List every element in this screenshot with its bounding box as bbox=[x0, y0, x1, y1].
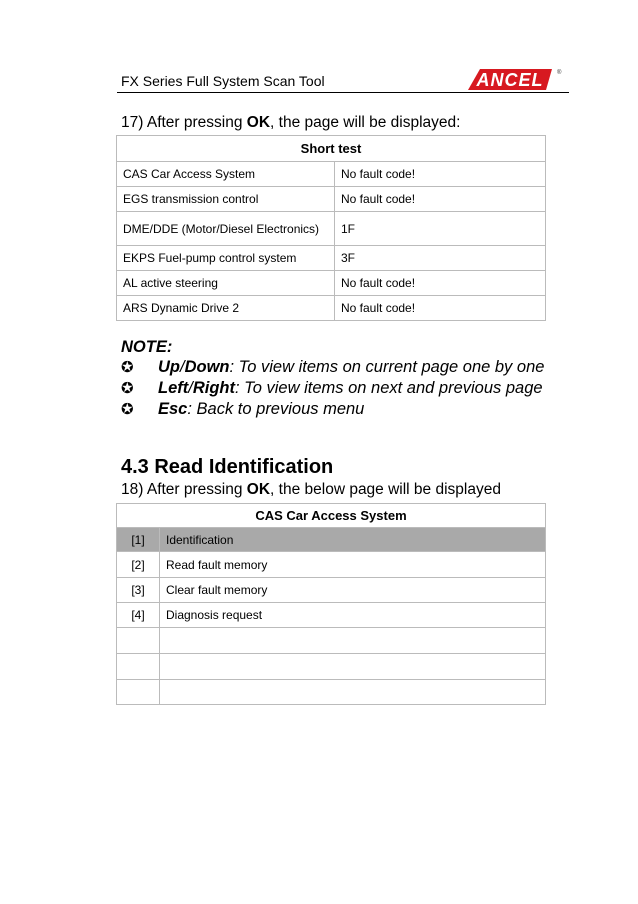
menu-item-label bbox=[160, 628, 546, 654]
menu-item-label bbox=[160, 680, 546, 705]
table-row bbox=[117, 246, 546, 271]
system-cell: EGS transmission control bbox=[117, 187, 335, 212]
result-cell: No fault code! bbox=[335, 187, 546, 212]
note-item: ✪ Left/Right: To view items on next and previous page bbox=[121, 379, 543, 397]
menu-item-label: Clear fault memory bbox=[160, 578, 546, 603]
note-item: ✪ Up/Down: To view items on current page one by one bbox=[121, 358, 545, 376]
menu-item-number bbox=[117, 654, 160, 680]
result-cell: No fault code! bbox=[335, 162, 546, 187]
cas-menu-title: CAS Car Access System bbox=[117, 504, 546, 528]
menu-item-number: [4] bbox=[117, 603, 160, 628]
menu-item-number: [3] bbox=[117, 578, 160, 603]
table-row bbox=[117, 187, 546, 212]
menu-item-number: [2] bbox=[117, 552, 160, 578]
menu-item-number bbox=[117, 680, 160, 705]
system-cell: EKPS Fuel-pump control system bbox=[117, 246, 335, 271]
system-cell: DME/DDE (Motor/Diesel Electronics) bbox=[117, 212, 335, 246]
result-cell: 1F bbox=[335, 212, 546, 246]
system-cell: CAS Car Access System bbox=[117, 162, 335, 187]
menu-item-number bbox=[117, 628, 160, 654]
star-bullet-icon: ✪ bbox=[121, 401, 134, 418]
result-cell: 3F bbox=[335, 246, 546, 271]
short-test-title: Short test bbox=[117, 136, 546, 162]
short-test-table bbox=[116, 135, 546, 321]
system-cell: AL active steering bbox=[117, 271, 335, 296]
step-17-text: 17) After pressing OK, the page will be displayed: bbox=[121, 114, 461, 131]
header-title: FX Series Full System Scan Tool bbox=[121, 73, 325, 89]
svg-text:ANCEL: ANCEL bbox=[476, 70, 544, 90]
menu-item-clear-fault-memory[interactable] bbox=[117, 578, 546, 603]
menu-item-label: Diagnosis request bbox=[160, 603, 546, 628]
list-item bbox=[117, 654, 546, 680]
menu-item-number: [1] bbox=[117, 528, 160, 552]
note-item: ✪ Esc: Back to previous menu bbox=[121, 400, 365, 418]
menu-item-identification[interactable] bbox=[117, 528, 546, 552]
menu-item-diagnosis-request[interactable] bbox=[117, 603, 546, 628]
ancel-logo bbox=[462, 66, 562, 92]
step-18-text: 18) After pressing OK, the below page will be displayed bbox=[121, 481, 501, 498]
table-row bbox=[117, 271, 546, 296]
menu-item-read-fault-memory[interactable] bbox=[117, 552, 546, 578]
table-row bbox=[117, 162, 546, 187]
menu-item-label bbox=[160, 654, 546, 680]
result-cell: No fault code! bbox=[335, 271, 546, 296]
list-item bbox=[117, 680, 546, 705]
result-cell: No fault code! bbox=[335, 296, 546, 321]
list-item bbox=[117, 628, 546, 654]
star-bullet-icon: ✪ bbox=[121, 380, 134, 397]
table-row bbox=[117, 212, 546, 246]
system-cell: ARS Dynamic Drive 2 bbox=[117, 296, 335, 321]
menu-item-label: Identification bbox=[160, 528, 546, 552]
note-heading: NOTE: bbox=[121, 338, 173, 356]
table-row bbox=[117, 296, 546, 321]
section-heading: 4.3 Read Identification bbox=[121, 456, 334, 478]
star-bullet-icon: ✪ bbox=[121, 359, 134, 376]
menu-item-label: Read fault memory bbox=[160, 552, 546, 578]
cas-menu-table bbox=[116, 503, 546, 705]
header-rule bbox=[117, 92, 569, 93]
svg-text:®: ® bbox=[557, 70, 562, 76]
